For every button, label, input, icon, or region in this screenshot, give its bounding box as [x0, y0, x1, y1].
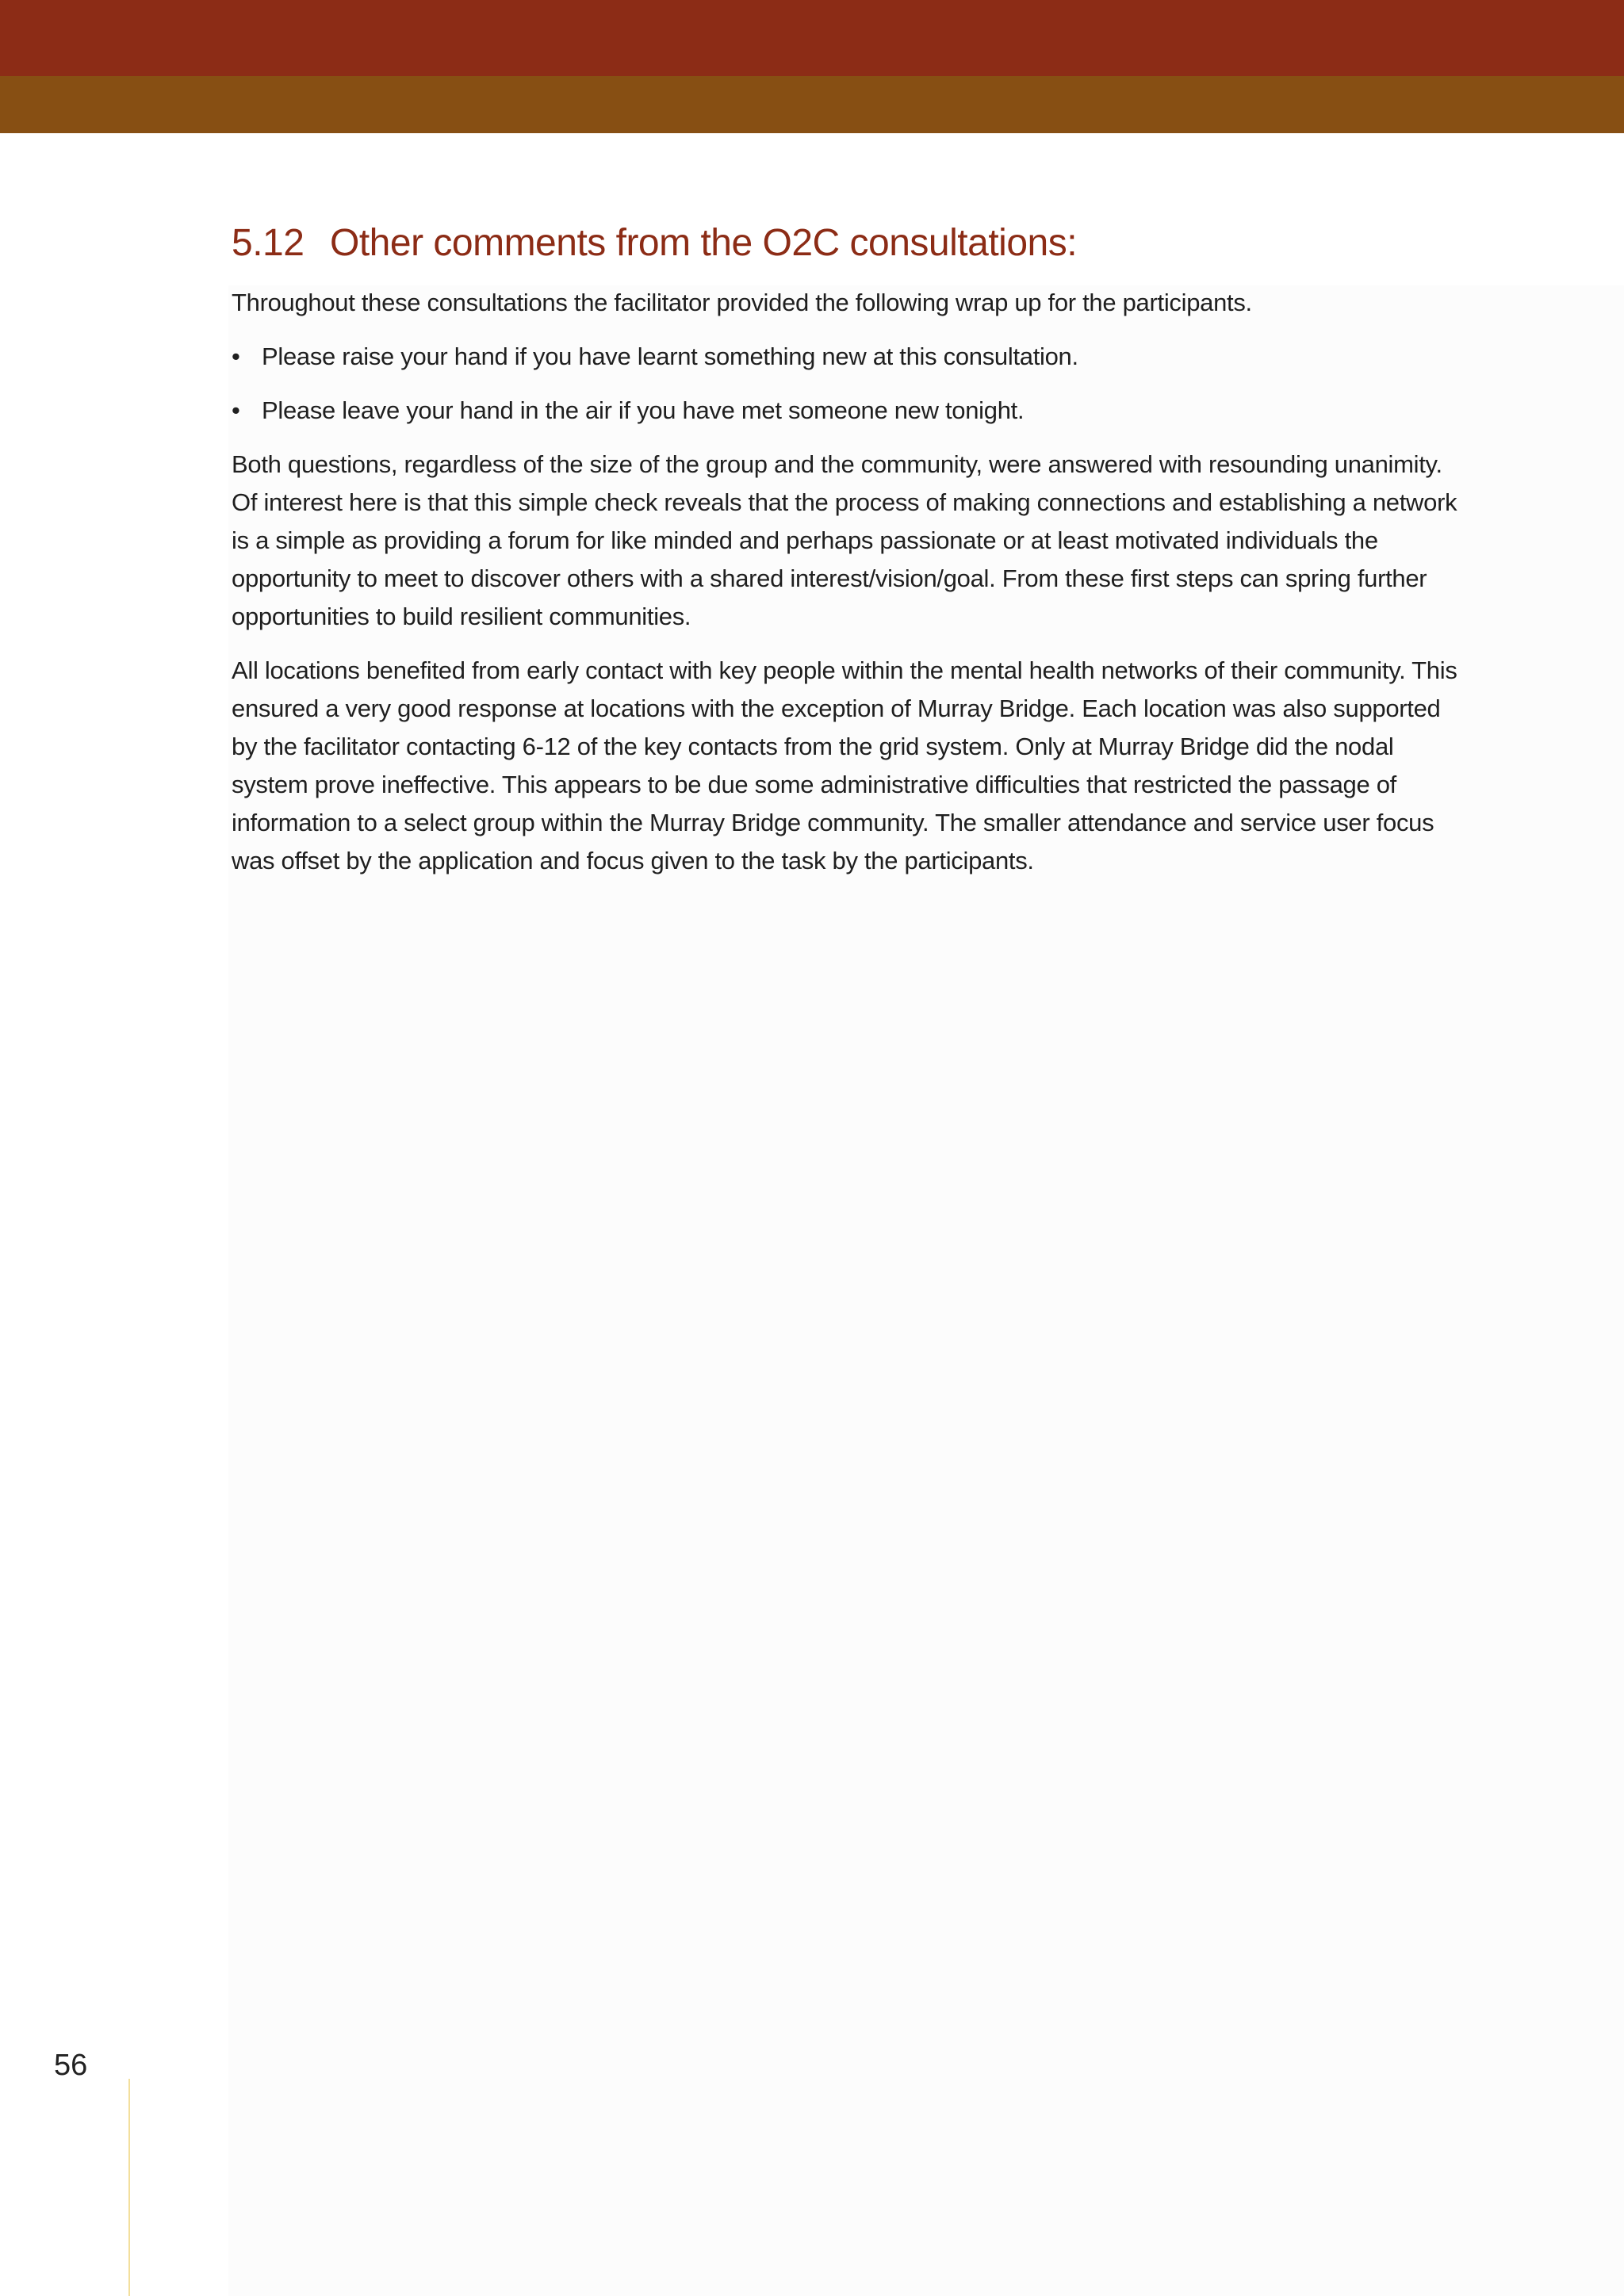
section-heading [232, 219, 1469, 268]
bullet-icon: • [232, 342, 240, 371]
body-paragraph: All locations benefited from early contact with key people within the mental health networks of their community. This ensured a very good response at locations with the exception of Murray Bridge. Each location was also supported by the facilitator contacting 6-12 of the key contacts from the grid system. Only at Murray Bridge did the nodal system prove ineffective. This appears to be due some administrative difficulties that restricted the passage of information to a select group within the Murray Bridge community. The smaller attendance and service user focus was offset by the application and focus given to the task by the participants. [232, 656, 1457, 875]
page-number: 56 [54, 2049, 88, 2082]
bullet-icon: • [232, 396, 240, 425]
list-item-text: Please leave your hand in the air if you have met someone new tonight. [262, 396, 1025, 425]
header-band-bottom [0, 76, 1624, 133]
list-item [232, 392, 1469, 430]
wrap-up-question-list [232, 338, 1469, 430]
list-item [232, 338, 1469, 376]
intro-paragraph: Throughout these consultations the facilitator provided the following wrap up for the participants. [232, 289, 1252, 317]
list-item-text: Please raise your hand if you have learnt something new at this consultation. [262, 342, 1078, 371]
section-title: Other comments from the O2C consultations: [330, 222, 1078, 264]
margin-rule [128, 2079, 130, 2296]
header-band-top [0, 0, 1624, 76]
page-content [232, 219, 1469, 896]
section-number: 5.12 [232, 222, 304, 264]
body-paragraph: Both questions, regardless of the size of the group and the community, were answered with resounding unanimity. Of interest here is that this simple check reveals that the process of making connections and establishing a network is a simple as providing a forum for like minded and perhaps passionate or at least motivated individuals the opportunity to meet to discover others with a shared interest/vision/goal. From these first steps can spring further opportunities to build resilient communities. [232, 450, 1457, 631]
